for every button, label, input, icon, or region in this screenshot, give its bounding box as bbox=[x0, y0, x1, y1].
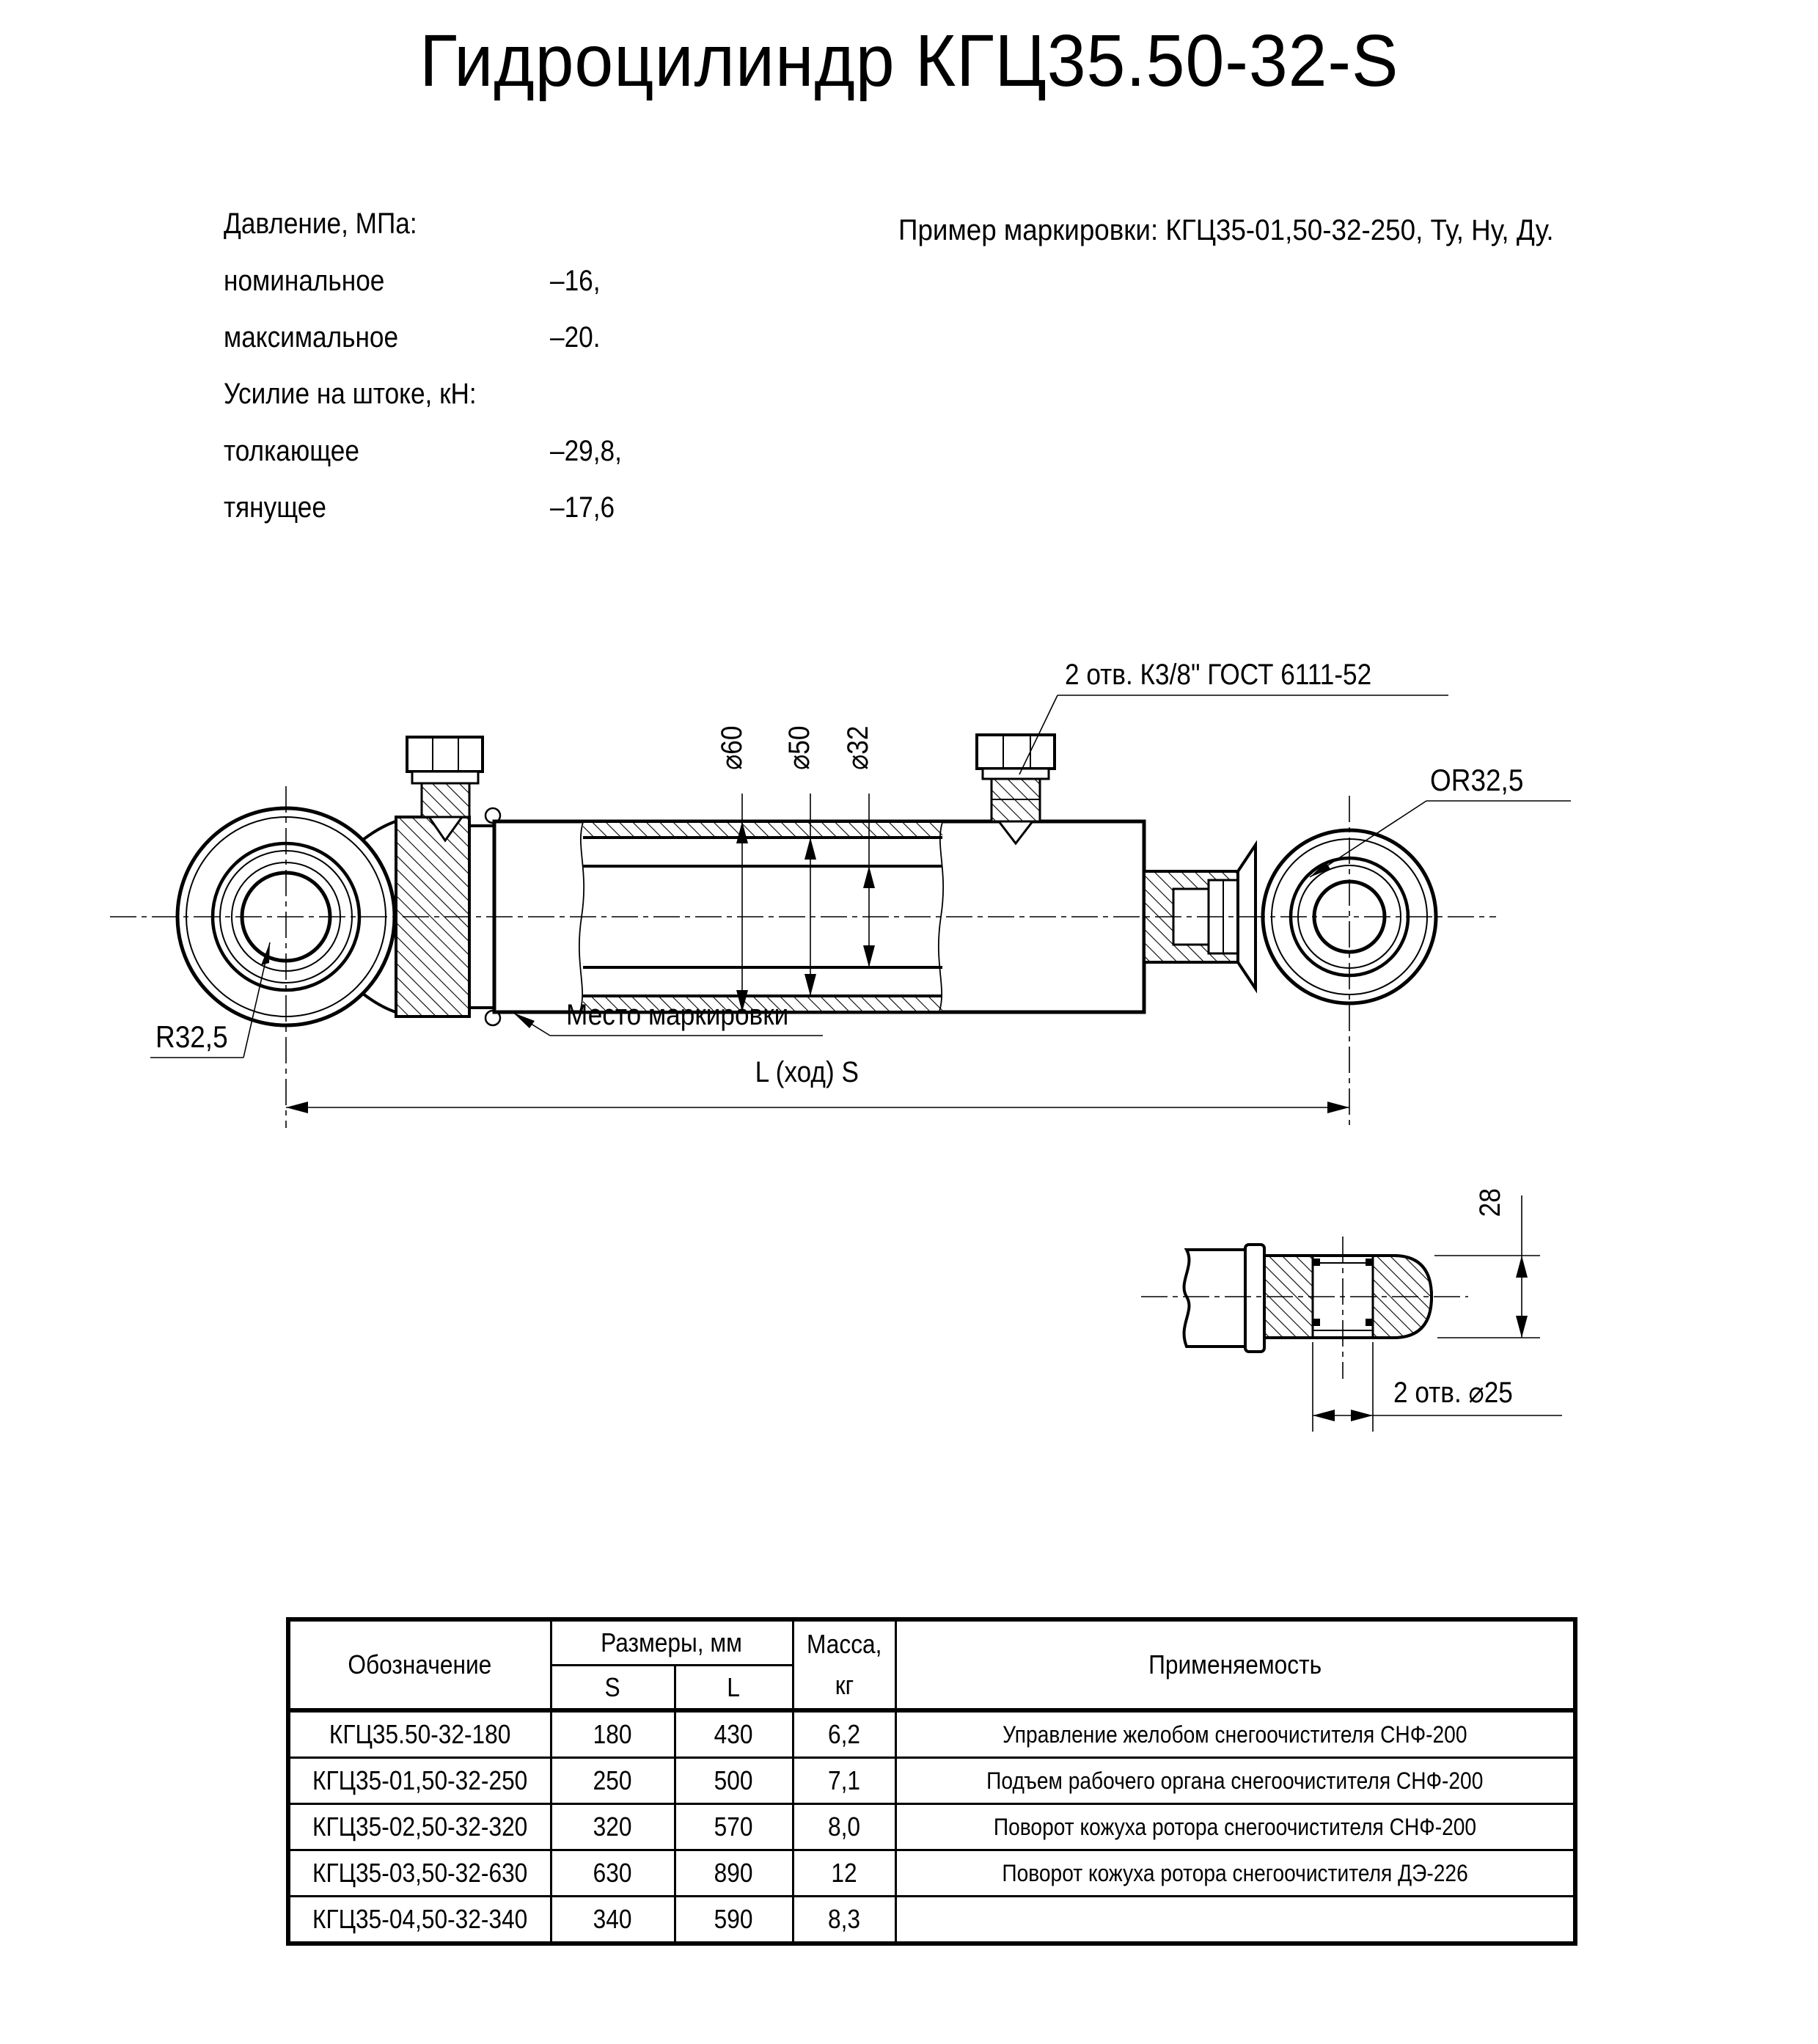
cell-l: 500 bbox=[675, 1758, 793, 1804]
spec-value: –16, bbox=[550, 265, 601, 297]
page-title bbox=[0, 19, 1818, 103]
spec-label: Давление, МПа: bbox=[224, 208, 417, 240]
cell-s: 180 bbox=[551, 1710, 675, 1758]
spec-line bbox=[224, 378, 737, 413]
spec-label: номинальное bbox=[224, 265, 385, 297]
cell-mass: 8,3 bbox=[793, 1897, 895, 1944]
cell-application: Поворот кожуха ротора снегоочистителя СНФ-200 bbox=[895, 1804, 1575, 1850]
header-l: L bbox=[675, 1666, 793, 1711]
cell-application: Управление желобом снегоочистителя СНФ-200 bbox=[895, 1710, 1575, 1758]
dia-outer-label bbox=[716, 697, 748, 799]
header-designation: Обозначение bbox=[288, 1619, 551, 1710]
cell-application: Подъем рабочего органа снегоочистителя СНФ-200 bbox=[895, 1758, 1575, 1804]
spec-label: максимальное bbox=[224, 321, 399, 354]
cell-s: 340 bbox=[551, 1897, 675, 1944]
spec-line bbox=[224, 491, 737, 527]
cell-mass: 7,1 bbox=[793, 1758, 895, 1804]
cell-application bbox=[895, 1897, 1575, 1944]
stroke-dimension bbox=[286, 1102, 1349, 1113]
dia-bore-text: ⌀50 bbox=[783, 725, 815, 771]
cell-l: 570 bbox=[675, 1804, 793, 1850]
header-dimensions: Размеры, мм bbox=[551, 1619, 793, 1666]
outer-radius-label bbox=[1430, 763, 1536, 798]
applicability-table bbox=[286, 1617, 1577, 1946]
table-row bbox=[288, 1804, 1575, 1850]
detail-holes-label bbox=[1393, 1376, 1529, 1410]
table-row bbox=[288, 1710, 1575, 1758]
eye-radius-text: R32,5 bbox=[155, 1019, 228, 1054]
spec-value: –17,6 bbox=[550, 491, 615, 524]
table-header-row-1 bbox=[288, 1619, 1575, 1666]
header-s: S bbox=[551, 1666, 675, 1711]
table-row bbox=[288, 1850, 1575, 1897]
dia-bore-label bbox=[783, 697, 815, 799]
outer-radius-text: OR32,5 bbox=[1430, 763, 1524, 797]
spec-line bbox=[224, 321, 737, 356]
stroke-dim-label bbox=[697, 1056, 917, 1089]
stroke-dim-text: L (ход) S bbox=[755, 1056, 859, 1088]
dia-rod-label bbox=[842, 697, 874, 799]
cell-designation: КГЦ35-02,50-32-320 bbox=[288, 1804, 551, 1850]
cell-designation: КГЦ35-03,50-32-630 bbox=[288, 1850, 551, 1897]
cell-s: 320 bbox=[551, 1804, 675, 1850]
cell-s: 630 bbox=[551, 1850, 675, 1897]
cell-mass: 8,0 bbox=[793, 1804, 895, 1850]
cell-l: 430 bbox=[675, 1710, 793, 1758]
spec-label: тянущее bbox=[224, 491, 326, 524]
detail-holes-text: 2 отв. ⌀25 bbox=[1393, 1377, 1513, 1409]
spec-line bbox=[224, 208, 737, 243]
eye-radius-label bbox=[155, 1019, 238, 1055]
table-row bbox=[288, 1897, 1575, 1944]
dia-rod-text: ⌀32 bbox=[842, 725, 874, 771]
header-mass bbox=[793, 1619, 895, 1710]
header-application: Применяемость bbox=[895, 1619, 1575, 1710]
spec-label: Усилие на штоке, кН: bbox=[224, 378, 477, 410]
marking-place-label bbox=[566, 999, 819, 1032]
port-note-text: 2 отв. К3/8" ГОСТ 6111-52 bbox=[1065, 659, 1372, 691]
cell-l: 890 bbox=[675, 1850, 793, 1897]
cell-designation: КГЦ35-04,50-32-340 bbox=[288, 1897, 551, 1944]
page-title-text: Гидроцилиндр КГЦ35.50-32-S bbox=[419, 20, 1399, 102]
cell-s: 250 bbox=[551, 1758, 675, 1804]
detail-width-label bbox=[1474, 1159, 1506, 1247]
cell-l: 590 bbox=[675, 1897, 793, 1944]
port-note bbox=[1065, 659, 1413, 692]
header-mass-line1: Масса, bbox=[806, 1629, 882, 1659]
header-mass-line2: кг bbox=[835, 1670, 854, 1700]
spec-value: –20. bbox=[550, 321, 601, 354]
detail-width-text: 28 bbox=[1473, 1188, 1506, 1217]
cell-application: Поворот кожуха ротора снегоочистителя ДЭ-226 bbox=[895, 1850, 1575, 1897]
spec-line bbox=[224, 265, 737, 300]
marking-place-text: Место маркировки bbox=[566, 999, 789, 1031]
marking-example-text: Пример маркировки: КГЦ35-01,50-32-250, Ту, Ну, Ду. bbox=[898, 214, 1554, 246]
dia-outer-text: ⌀60 bbox=[716, 725, 748, 771]
table-row bbox=[288, 1758, 1575, 1804]
marking-example bbox=[898, 214, 1610, 247]
cell-designation: КГЦ35-01,50-32-250 bbox=[288, 1758, 551, 1804]
spec-label: толкающее bbox=[224, 435, 359, 467]
cell-mass: 6,2 bbox=[793, 1710, 895, 1758]
spec-value: –29,8, bbox=[550, 435, 622, 467]
spec-line bbox=[224, 435, 737, 470]
cell-designation: КГЦ35.50-32-180 bbox=[288, 1710, 551, 1758]
cell-mass: 12 bbox=[793, 1850, 895, 1897]
